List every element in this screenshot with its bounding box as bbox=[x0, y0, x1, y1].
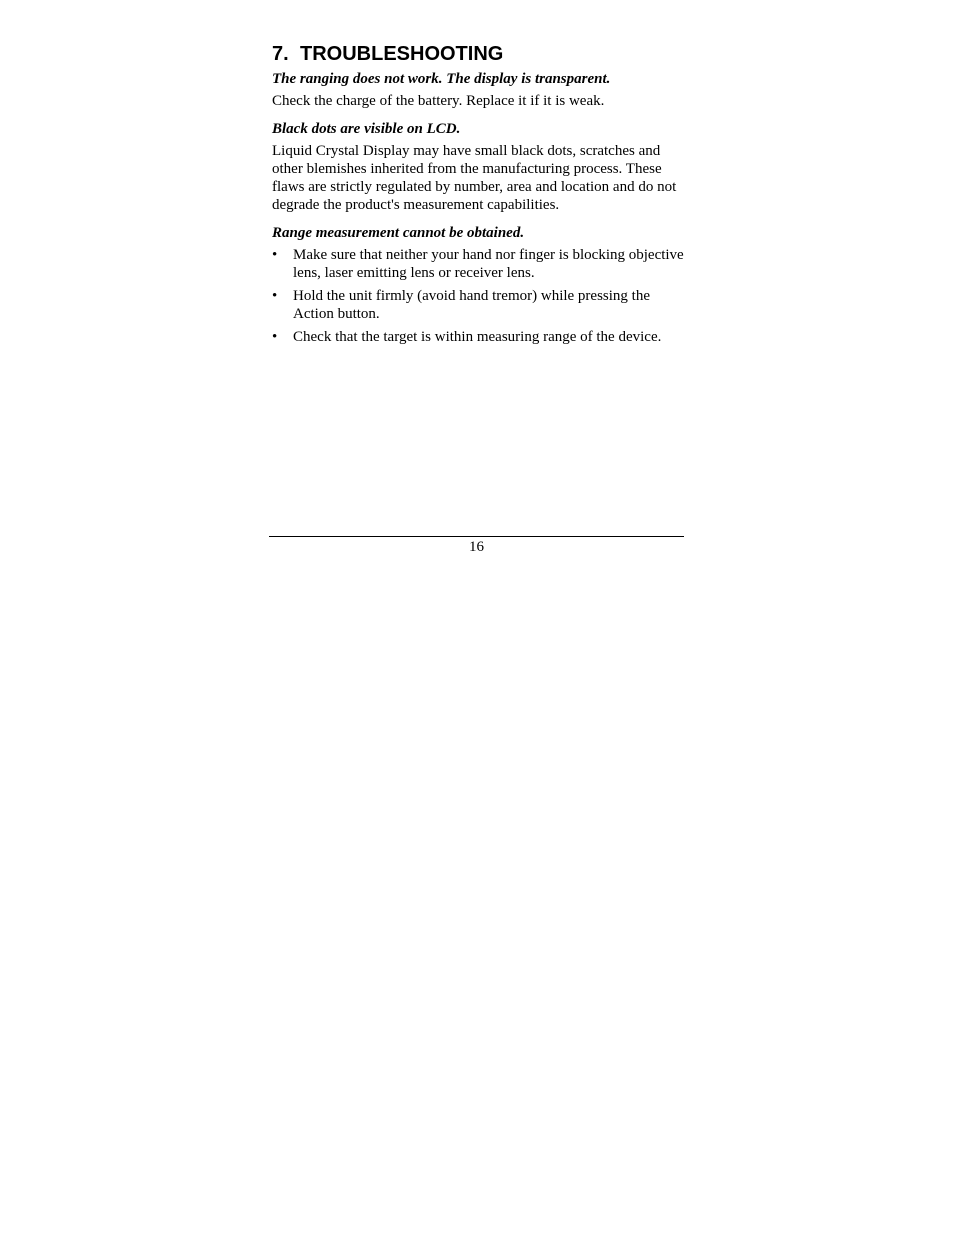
list-item bbox=[272, 328, 684, 346]
issue-body-lcd: Liquid Crystal Display may have small black dots, scratches and other blemishes inherited from the manufacturing process. These flaws are strictly regulated by number, area and location and do not degrade the product's measurement capabilities. bbox=[272, 143, 677, 213]
page-number: 16 bbox=[469, 539, 484, 555]
range-tips-list bbox=[272, 246, 684, 346]
list-item-text: Check that the target is within measuring range of the device. bbox=[293, 329, 662, 345]
issue-heading-lcd: Black dots are visible on LCD. bbox=[272, 121, 461, 137]
list-item-text: Make sure that neither your hand nor finger is blocking objective lens, laser emitting lens or receiver lens. bbox=[293, 247, 684, 281]
bullet-icon: • bbox=[272, 247, 278, 263]
bullet-icon: • bbox=[272, 288, 278, 304]
section-title: TROUBLESHOOTING bbox=[300, 43, 504, 65]
issue-heading-display: The ranging does not work. The display is transparent. bbox=[272, 71, 611, 87]
list-item bbox=[272, 287, 684, 323]
section-number: 7. bbox=[272, 43, 289, 65]
list-item bbox=[272, 246, 684, 282]
section-heading bbox=[272, 42, 684, 66]
issue-body-display: Check the charge of the battery. Replace it if it is weak. bbox=[272, 93, 605, 109]
bullet-icon: • bbox=[272, 329, 278, 345]
issue-heading-range: Range measurement cannot be obtained. bbox=[272, 225, 525, 241]
document-page bbox=[272, 42, 684, 351]
footer-divider bbox=[269, 536, 684, 537]
list-item-text: Hold the unit firmly (avoid hand tremor) while pressing the Action button. bbox=[293, 288, 651, 322]
